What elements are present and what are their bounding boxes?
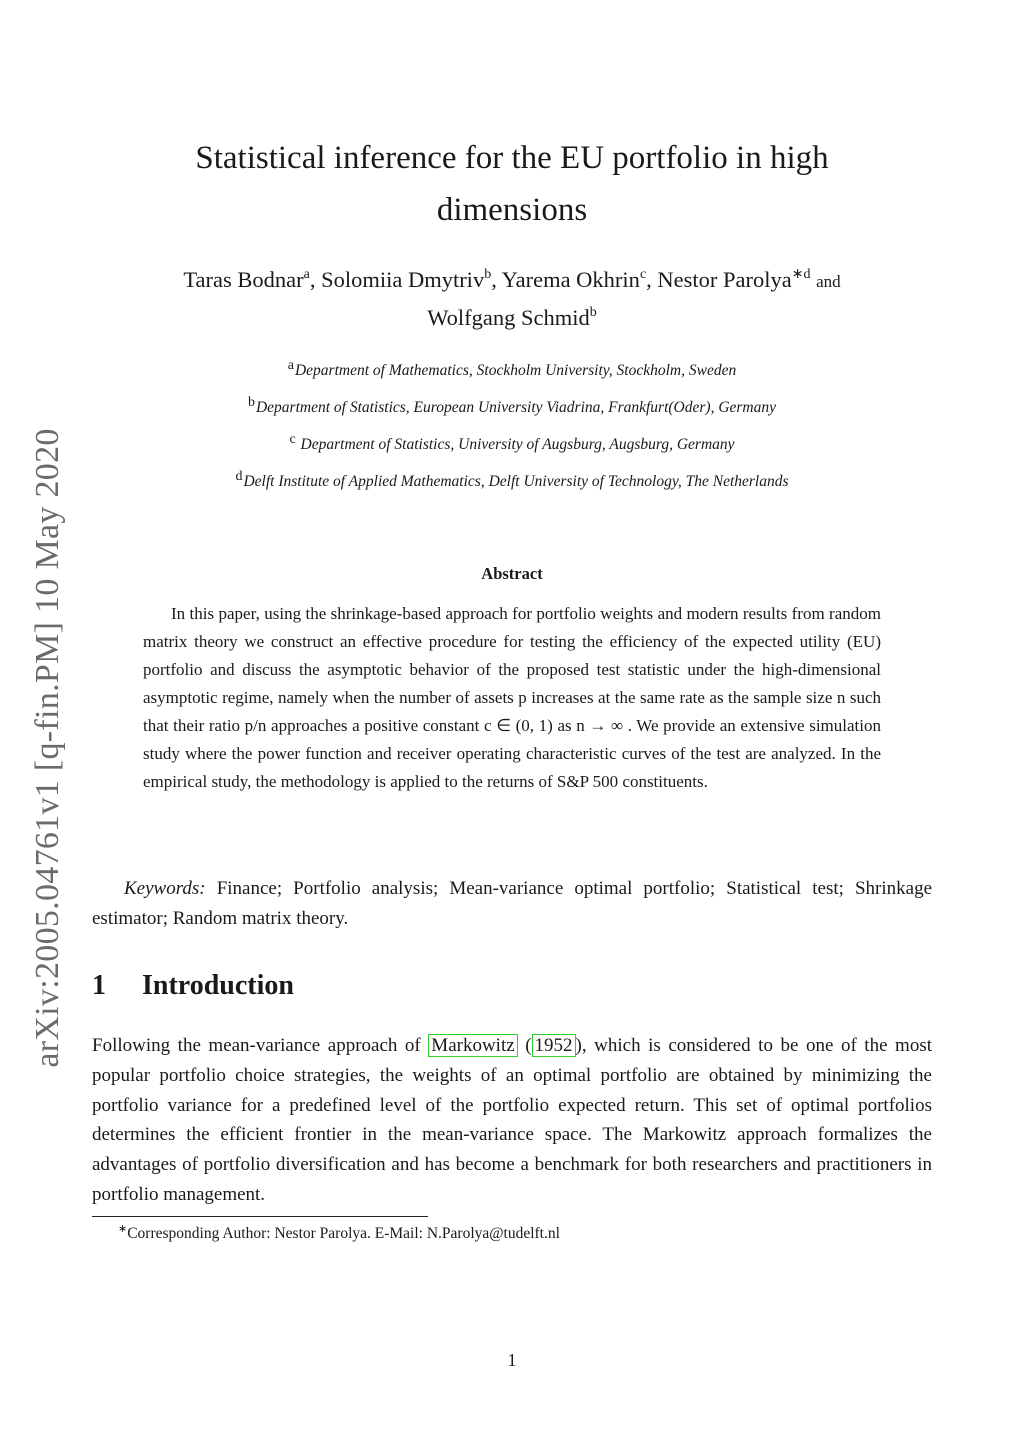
- intro-text-after: , which is considered to be one of the most popular portfolio choice strategies, the weights of an optimal portfolio are obtained by minimizing the portfolio variance for a predefined level of the portfolio expected return. This set of optimal portfolios determines the efficient frontier in the mean-variance space. The Markowitz approach formalizes the advantages of portfolio diversification and has become a benchmark for both researchers and practitioners in portfolio management.: [92, 1035, 933, 1205]
- section-number: 1: [92, 970, 106, 1001]
- title-line-2: dimensions: [436, 192, 588, 228]
- abstract-heading: Abstract: [481, 564, 543, 583]
- citation-link-author[interactable]: Markowitz: [428, 1034, 517, 1057]
- author-name: Nestor Parolya: [657, 267, 792, 292]
- page-number: 1: [507, 1350, 517, 1370]
- intro-text-before: Following the mean-variance approach of: [92, 1035, 429, 1056]
- affiliation-mark: b: [247, 395, 255, 410]
- authors-and: and: [816, 272, 841, 291]
- paper-title: [150, 132, 874, 236]
- author-mark: a: [303, 267, 310, 282]
- affiliation-text: Department of Mathematics, Stockholm University, Stockholm, Sweden: [294, 362, 737, 379]
- author-mark: c: [639, 267, 647, 282]
- affiliation-text: Delft Institute of Applied Mathematics, Delft University of Technology, The Netherlands: [243, 473, 789, 490]
- affiliation-b: [100, 395, 924, 417]
- affiliation-a: [100, 358, 924, 380]
- author-name: Solomiia Dmytriv: [321, 267, 485, 292]
- author-line-1: Taras Bodnar$^a$, Solomiia Dmytriv$^b$, Yarema Okhrin$^c$, Nestor Parolya$^{∗d}$ and: [183, 267, 841, 292]
- title-line-1: Statistical inference for the EU portfolio in high: [195, 140, 829, 176]
- author-name: Taras Bodnar: [183, 267, 304, 292]
- footnote-mark: ∗: [118, 1223, 128, 1235]
- author-mark: b: [484, 267, 492, 282]
- keywords-label: Keywords:: [124, 878, 206, 899]
- affiliation-c: [100, 432, 924, 454]
- affiliation-mark: d: [235, 469, 243, 484]
- author-list: [100, 262, 924, 336]
- author-name: Yarema Okhrin: [501, 267, 640, 292]
- section-heading-introduction: [92, 970, 294, 1002]
- keywords-text: Finance; Portfolio analysis; Mean-variance optimal portfolio; Statistical test; Shrinkage estimator; Random matrix theory.: [92, 878, 932, 929]
- author-line-2: [100, 300, 924, 336]
- affiliation-d: [100, 469, 924, 491]
- author-mark: ∗d: [791, 267, 811, 282]
- affiliation-mark: a: [287, 358, 294, 373]
- citation-link-year[interactable]: 1952: [532, 1034, 576, 1057]
- author-name: Wolfgang Schmid: [427, 305, 590, 330]
- author-mark: b: [589, 305, 597, 320]
- citation-close: ): [575, 1035, 582, 1056]
- affiliation-text: Department of Statistics, European University Viadrina, Frankfurt(Oder), Germany: [255, 399, 777, 416]
- arxiv-identifier-stamp[interactable]: arXiv:2005.04761v1 [q-fin.PM] 10 May 2020: [29, 428, 66, 1068]
- footnote-text: Corresponding Author: Nestor Parolya. E-Mail: N.Parolya@tudelft.nl: [127, 1225, 560, 1243]
- keywords-paragraph: [92, 874, 932, 934]
- footnote-divider: [92, 1216, 428, 1217]
- affiliation-text: Department of Statistics, University of Augsburg, Augsburg, Germany: [300, 436, 735, 453]
- affiliation-mark: c: [289, 432, 296, 447]
- citation-open: (: [517, 1035, 532, 1056]
- footnote: [92, 1222, 932, 1243]
- introduction-paragraph: [92, 1031, 932, 1210]
- abstract-text: In this paper, using the shrinkage-based approach for portfolio weights and modern results from random matrix theory we construct an effective procedure for testing the efficiency of the expected utility (EU) portfolio and discuss the asymptotic behavior of the proposed test statistic under the high-dimensional asymptotic regime, namely when the number of assets p increases at the same rate as the sample size n such that their ratio p/n approaches a positive constant c ∈ (0, 1) as n → ∞ . We provide an extensive simulation study where the power function and receiver operating characteristic curves of the test are analyzed. In the empirical study, the methodology is applied to the returns of S&P 500 constituents.: [143, 604, 881, 791]
- section-title: Introduction: [142, 970, 294, 1001]
